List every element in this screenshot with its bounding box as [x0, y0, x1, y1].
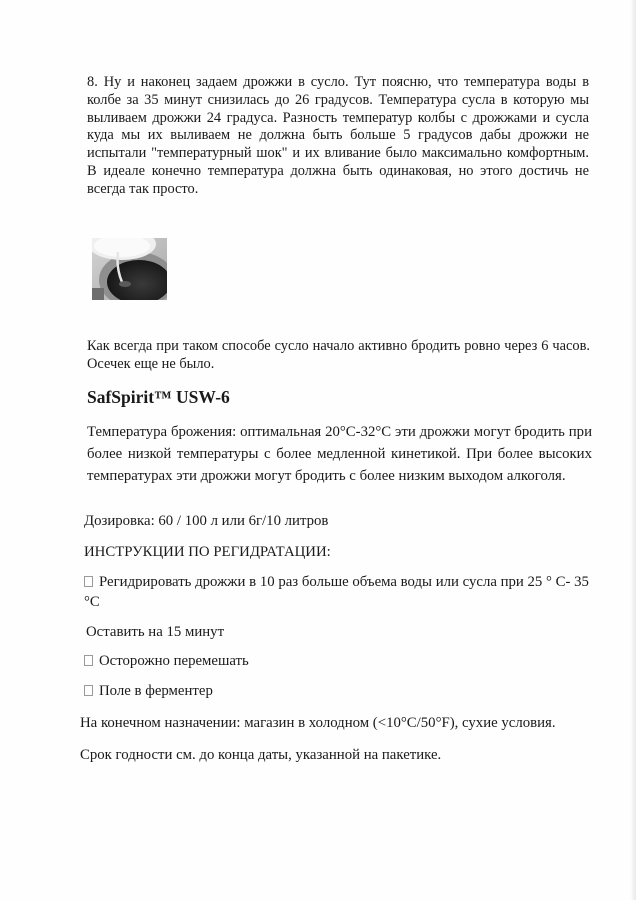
- missing-glyph-box-icon: [84, 685, 93, 696]
- instruction-step-text: Осторожно перемешать: [99, 653, 249, 669]
- instruction-step: [86, 622, 224, 642]
- product-heading: SafSpirit™ USW-6: [87, 387, 230, 407]
- missing-glyph-box-icon: [84, 655, 93, 666]
- dosage-line: Дозировка: 60 / 100 л или 6г/10 литров: [84, 513, 329, 529]
- instruction-step-text: Регидрировать дрожжи в 10 раз больше объема воды или сусла при 25 ° С- 35 °C: [84, 574, 589, 610]
- missing-glyph-box-icon: [84, 576, 93, 587]
- shelf-life-line: Срок годности см. до конца даты, указанной на пакетике.: [80, 747, 442, 763]
- instruction-step-text: Оставить на 15 минут: [86, 624, 225, 640]
- instruction-step: [84, 572, 594, 612]
- storage-line: На конечном назначении: магазин в холодном (<10°C/50°F), сухие условия.: [80, 715, 556, 731]
- fermentation-paragraph: Температура брожения: оптимальная 20°C-32°C эти дрожжи могут бродить при более низкой температуры с более медленной кинетикой. При более высоких температурах эти дрожжи могут бродить с более низким выходом алкоголя.: [87, 424, 592, 484]
- instruction-step-text: Поле в ферментер: [99, 683, 213, 699]
- yeast-pouring-photo: [92, 238, 167, 300]
- instructions-title: ИНСТРУКЦИИ ПО РЕГИДРАТАЦИИ:: [84, 544, 331, 560]
- instruction-step: [84, 651, 249, 671]
- step8-paragraph: 8. Ну и наконец задаем дрожжи в сусло. Тут поясню, что температура воды в колбе за 35 минут снизилась до 26 градусов. Температура сусла в которую мы выливаем дрожжи 24 градуса. Разность температур колбы с дрожжами и сусла куда мы их выливаем не должна быть больше 5 градусов дабы дрожжи не испытали "температурный шок" и их вливание было максимально комфортным. В идеале конечно температура должна быть одинаковая, но этого достичь не всегда так просто.: [87, 74, 589, 197]
- result-paragraph: Как всегда при таком способе сусло начало активно бродить ровно через 6 часов. Осечек еще не было.: [87, 338, 590, 372]
- instruction-step: [84, 681, 213, 701]
- scan-edge: [630, 0, 636, 900]
